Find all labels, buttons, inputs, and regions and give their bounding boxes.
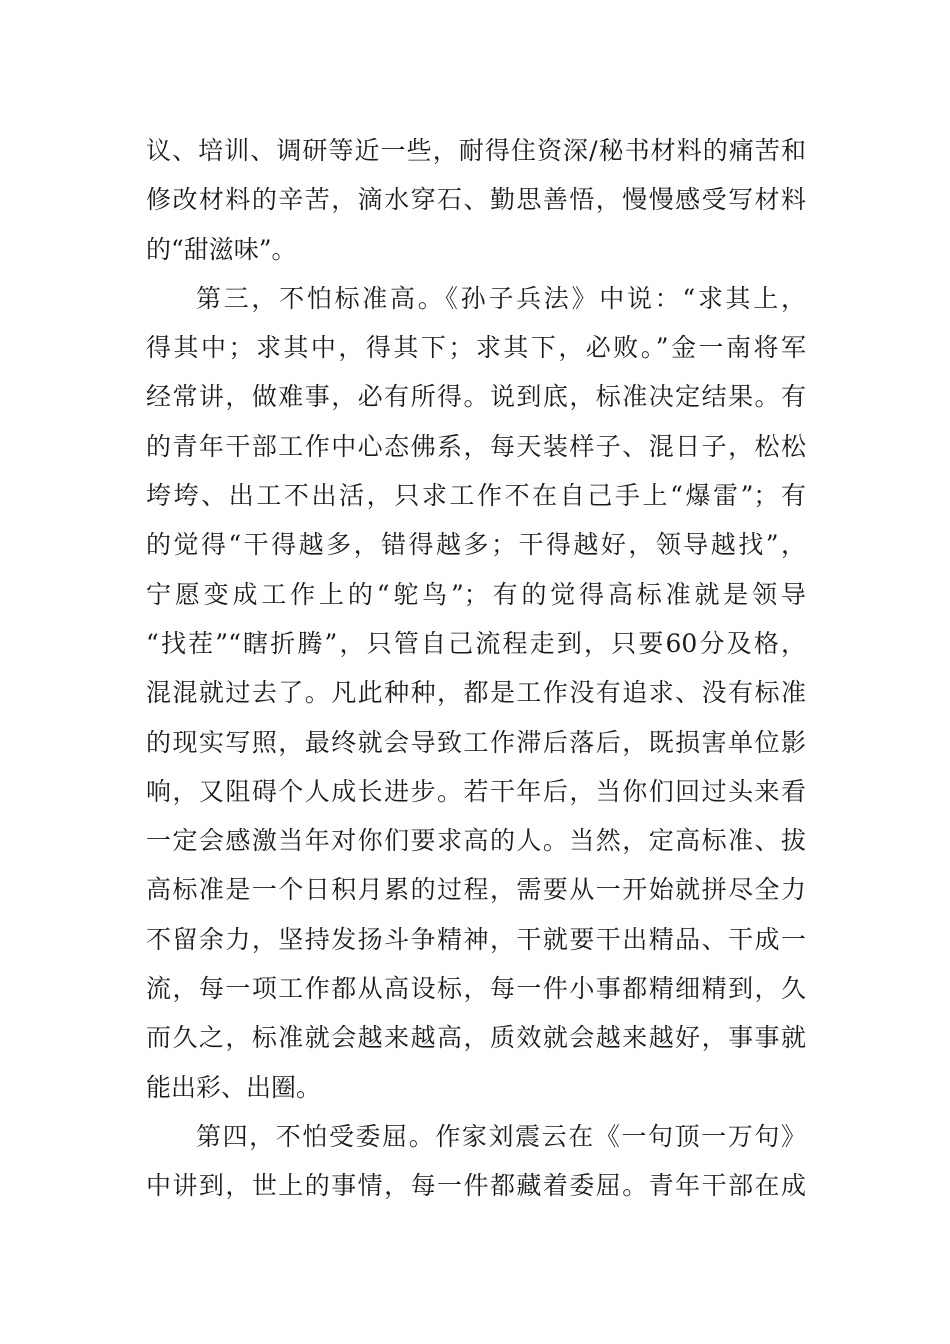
text-line: 的青年干部工作中心态佛系，每天装样子、混日子，松松 [146, 431, 806, 461]
text-line: 的觉得“干得越多，错得越多；干得越好，领导越找”， [146, 530, 806, 560]
text-line: 宁愿变成工作上的“鸵鸟”；有的觉得高标准就是领导 [146, 579, 806, 609]
text-line: 能出彩、出圈。 [146, 1072, 322, 1102]
text-line: 修改材料的辛苦，滴水穿石、勤思善悟，慢慢感受写材料 [146, 185, 806, 215]
text-line: 的“甜滋味”。 [146, 234, 297, 264]
paragraph-start-line: 第四，不怕受委屈。作家刘震云在《一句顶一万句》 [196, 1121, 806, 1151]
text-line: 议、培训、调研等近一些，耐得住资深/秘书材料的痛苦和 [146, 136, 806, 165]
text-line: 混混就过去了。凡此种种，都是工作没有追求、没有标准 [146, 678, 806, 708]
text-line: 一定会感激当年对你们要求高的人。当然，定高标准、拔 [146, 826, 806, 856]
text-line: “找茬”“瞎折腾”，只管自己流程走到，只要60分及格， [146, 628, 806, 658]
text-line: 垮垮、出工不出活，只求工作不在自己手上“爆雷”；有 [146, 481, 806, 511]
paragraph-start-line: 第三，不怕标准高。《孙子兵法》中说：“求其上， [196, 283, 806, 313]
text-line: 中讲到，世上的事情，每一件都藏着委屈。青年干部在成 [146, 1171, 806, 1201]
text-line: 不留余力，坚持发扬斗争精神，干就要干出精品、干成一 [146, 924, 806, 954]
text-line: 得其中；求其中，得其下；求其下，必败。”金一南将军 [146, 333, 806, 363]
text-line: 高标准是一个日积月累的过程，需要从一开始就拼尽全力 [146, 875, 806, 905]
text-line: 而久之，标准就会越来越高，质效就会越来越好，事事就 [146, 1023, 806, 1053]
body-text [146, 126, 806, 1211]
text-line: 经常讲，做难事，必有所得。说到底，标准决定结果。有 [146, 382, 806, 412]
text-line: 响，又阻碍个人成长进步。若干年后，当你们回过头来看 [146, 776, 806, 806]
text-line: 流，每一项工作都从高设标，每一件小事都精细精到，久 [146, 974, 806, 1004]
text-line: 的现实写照，最终就会导致工作滞后落后，既损害单位影 [146, 727, 806, 757]
